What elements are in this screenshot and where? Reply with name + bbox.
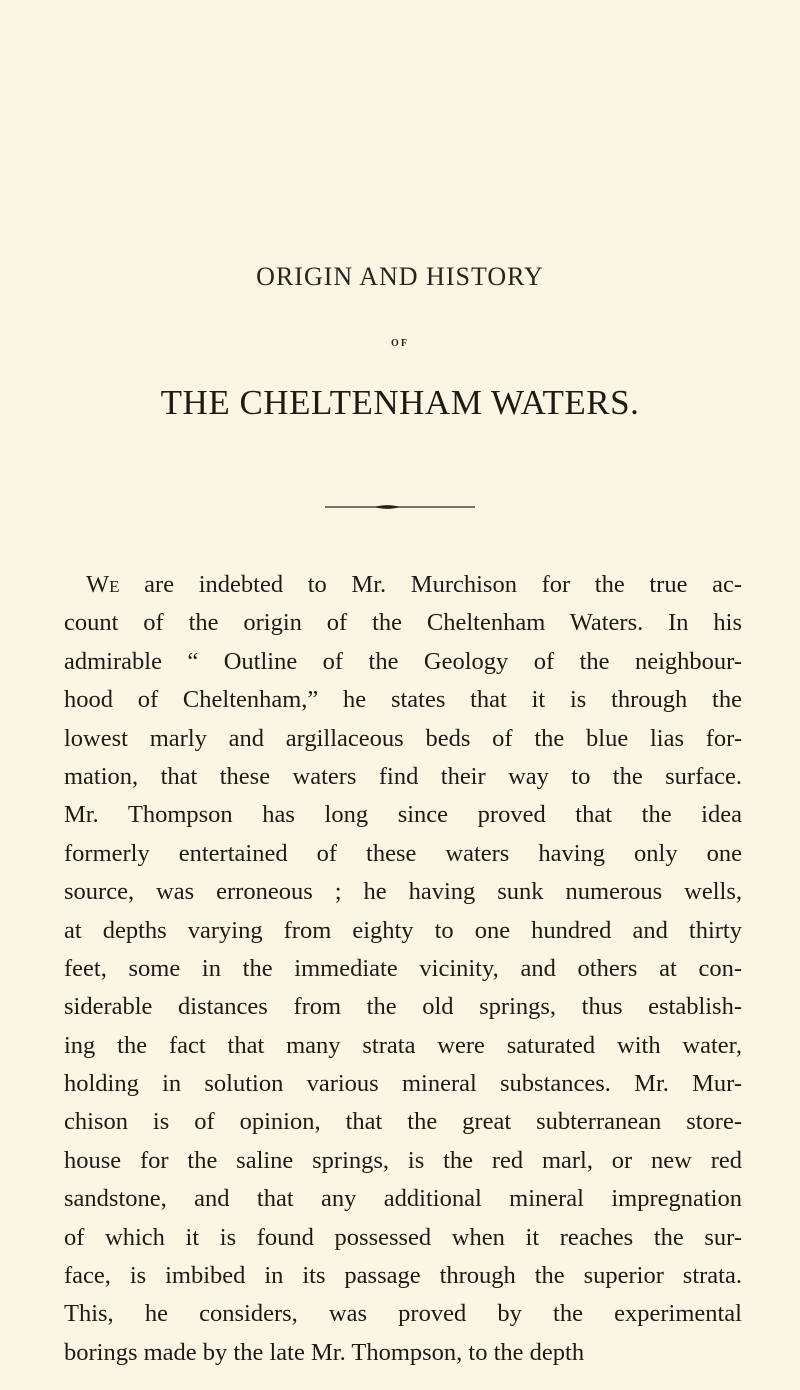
paragraph-line: at depths varying from eighty to one hundred and thirty [64, 916, 742, 944]
paragraph-line: sandstone, and that any additional mineral impregnation [64, 1185, 742, 1213]
paragraph-line: Mr. Thompson has long since proved that the idea [64, 801, 742, 829]
body-paragraph [64, 566, 742, 1372]
decorative-rule-ornament [325, 500, 475, 514]
paragraph-lead-word: We [86, 571, 120, 598]
title-line-cheltenham-waters: THE CHELTENHAM WATERS. [160, 383, 640, 422]
paragraph-line: holding in solution various mineral substances. Mr. Mur- [64, 1070, 742, 1098]
paragraph-line: formerly entertained of these waters having only one [64, 839, 742, 867]
paragraph-line: We are indebted to Mr. Murchison for the true ac- [86, 571, 743, 598]
paragraph-line: ing the fact that many strata were saturated with water, [64, 1031, 742, 1059]
title-connector-of: OF [391, 338, 409, 349]
paragraph-line: face, is imbibed in its passage through the superior strata. [64, 1262, 742, 1290]
paragraph-line: house for the saline springs, is the red marl, or new red [64, 1146, 742, 1174]
paragraph-line: of which it is found possessed when it reaches the sur- [64, 1223, 742, 1251]
paragraph-line: mation, that these waters find their way to the surface. [64, 762, 742, 790]
paragraph-line: source, was erroneous ; he having sunk numerous wells, [64, 878, 742, 906]
paragraph-line: chison is of opinion, that the great subterranean store- [64, 1108, 742, 1136]
paragraph-line: borings made by the late Mr. Thompson, to the depth [64, 1338, 585, 1366]
paragraph-line: siderable distances from the old springs, thus establish- [64, 993, 742, 1021]
title-line-origin-history: ORIGIN AND HISTORY [256, 262, 544, 291]
paragraph-line: lowest marly and argillaceous beds of the blue lias for- [64, 724, 742, 752]
paragraph-line: hood of Cheltenham,” he states that it is through the [64, 686, 742, 714]
paragraph-line: count of the origin of the Cheltenham Waters. In his [64, 609, 742, 637]
paragraph-line: This, he considers, was proved by the experimental [64, 1300, 742, 1328]
paragraph-line: admirable “ Outline of the Geology of the neighbour- [64, 647, 742, 675]
paragraph-line: feet, some in the immediate vicinity, and others at con- [64, 954, 742, 982]
